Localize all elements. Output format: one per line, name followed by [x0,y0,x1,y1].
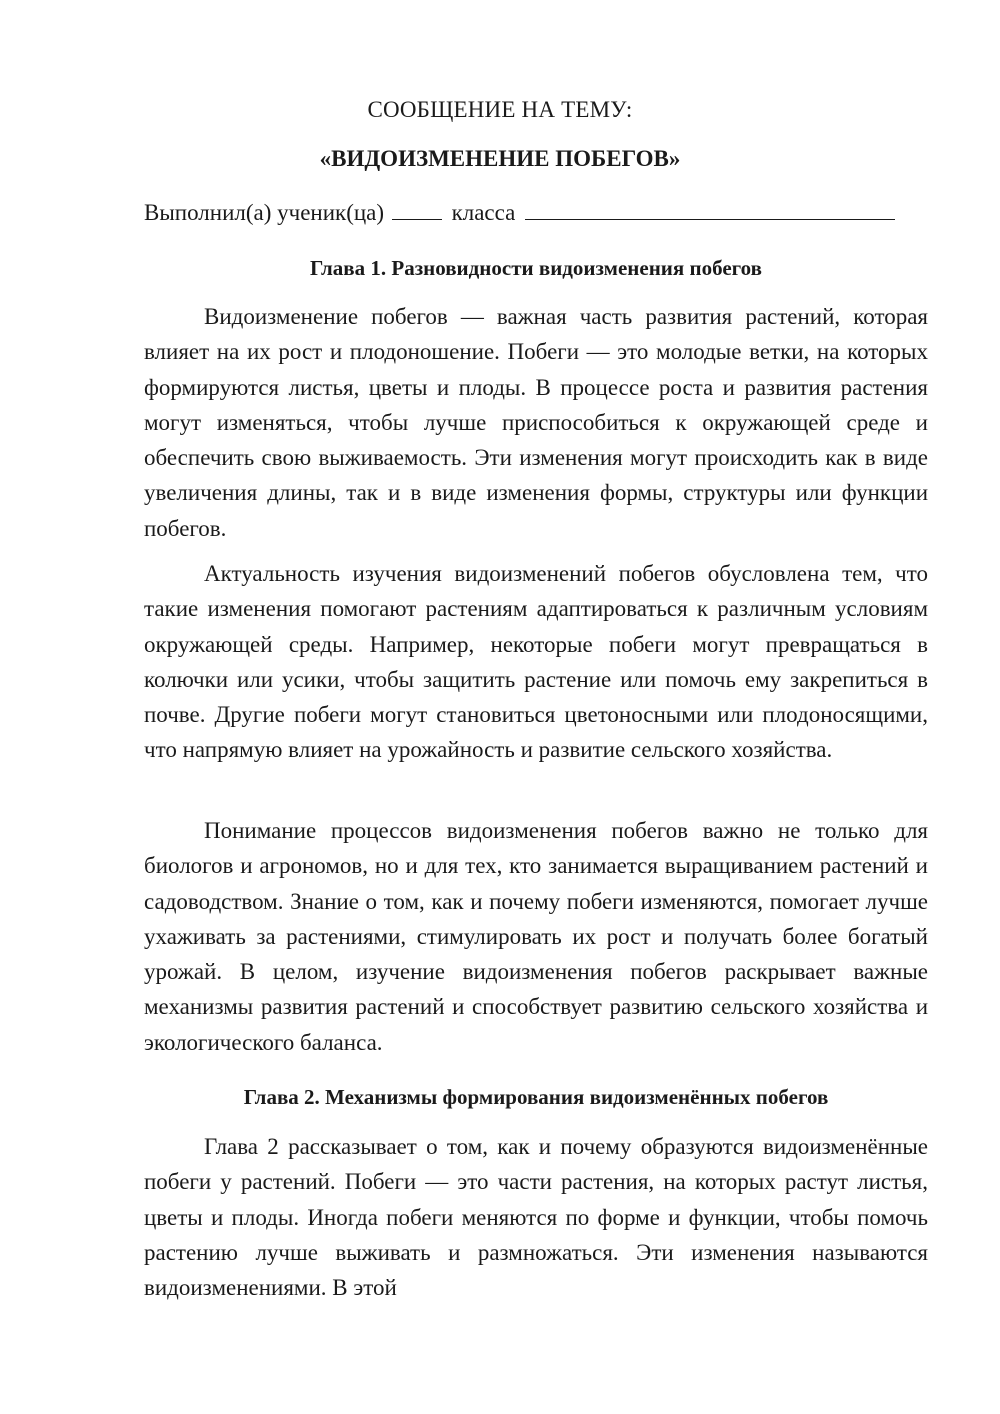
grade-blank-field [392,197,442,220]
student-label: Выполнил(а) ученик(ца) [144,200,385,225]
chapter-1-paragraph-2: Актуальность изучения видоизменений побегов обусловлена тем, что такие изменения помогают растениям адаптироваться к различным условиям окружающей среды. Например, некоторые побеги могут превращаться в колючки или усики, чтобы защитить растение или помочь ему закрепиться в почве. Другие побеги могут становиться цветоносными или плодоносящими, что напрямую влияет на урожайность и развитие сельского хозяйства. [144,561,928,763]
chapter-1-paragraph-1: Видоизменение побегов — важная часть развития растений, которая влияет на их рост и плодоношение. Побеги — это молодые ветки, на которых формируются листья, цветы и плоды. В процессе роста и развития растения могут изменяться, чтобы лучше приспособиться к окружающей среде и обеспечить свою выживаемость. Эти изменения могут происходить как в виде увеличения длины, так и в виде изменения формы, структуры или функции побегов. [144,304,928,541]
author-line [144,197,895,228]
chapter-2-paragraph-1: Глава 2 рассказывает о том, как и почему образуются видоизменённые побеги у растений. Побеги — это части растения, на которых растут листья, цветы и плоды. Иногда побеги меняются по форме и функции, чтобы помочь растению лучше выживать и размножаться. Эти изменения называются видоизменениями. В этой [144,1134,928,1301]
chapter-1-paragraph-3: Понимание процессов видоизменения побегов важно не только для биологов и агрономов, но и для тех, кто занимается выращиванием растений и садоводством. Знание о том, как и почему побеги изменяются, помогает лучше ухаживать за растениями, стимулировать их рост и получать более богатый урожай. В целом, изучение видоизменения побегов раскрывает важные механизмы развития растений и способствует развитию сельского хозяйства и экологического баланса. [144,818,928,1055]
chapter-2-title: Глава 2. Механизмы формирования видоизменённых побегов [243,1085,829,1109]
name-blank-field [525,197,895,220]
document-subject-title: «ВИДОИЗМЕНЕНИЕ ПОБЕГОВ» [319,146,681,171]
class-label: класса [451,200,516,225]
chapter-1-title: Глава 1. Разновидности видоизменения побегов [310,256,762,280]
document-topic-heading: СООБЩЕНИЕ НА ТЕМУ: [367,97,633,122]
